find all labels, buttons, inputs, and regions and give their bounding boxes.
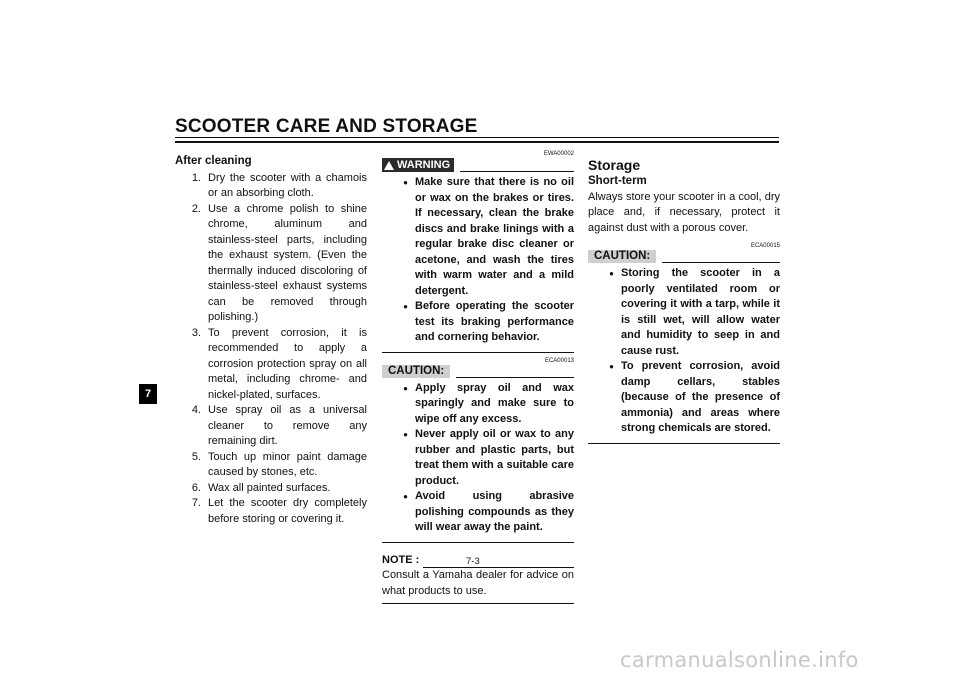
step-item xyxy=(175,450,367,481)
caution-bullets xyxy=(382,381,574,536)
step-text: Let the scooter dry completely before storing or covering it. xyxy=(208,497,367,525)
storage-caution-bullets xyxy=(588,266,780,437)
header-rule xyxy=(456,376,574,378)
caution-header xyxy=(588,250,780,263)
note-text: Consult a Yamaha dealer for advice on what products to use. xyxy=(382,569,574,597)
bullet-text: Never apply oil or wax to any rubber and plastic parts, but treat them with a suitable care product. xyxy=(415,428,574,487)
warning-badge xyxy=(382,158,454,172)
step-number: 3. xyxy=(191,326,201,339)
step-item xyxy=(175,496,367,527)
storage-heading: Storage xyxy=(588,157,641,173)
bullet-text: Avoid using abrasive polishing compounds as they will wear away the paint. xyxy=(415,490,574,533)
storage-text: Always store your scooter in a cool, dry place and, if necessary, protect it against dust with a porous cover. xyxy=(588,190,780,234)
warning-label: WARNING xyxy=(397,159,451,171)
caution-bullet xyxy=(588,266,780,359)
warning-header xyxy=(382,158,574,172)
warning-end-rule xyxy=(382,352,574,353)
short-term-heading: Short-term xyxy=(588,175,647,187)
bullet-text: Make sure that there is no oil or wax on the brakes or tires. If necessary, clean the brake discs and brake linings with a regular brake disc cleaner or acetone, and wash the tires with warm water and a mild detergent. xyxy=(415,176,574,297)
step-text: Wax all painted surfaces. xyxy=(208,481,331,494)
bullet-text: To prevent corrosion, avoid damp cellars, stables (because of the presence of ammonia) and areas where strong chemicals are stored. xyxy=(621,360,780,434)
note-end-rule xyxy=(382,603,574,604)
caution-code: ECA00015 xyxy=(750,243,780,249)
warning-bullet xyxy=(382,299,574,346)
step-number: 1. xyxy=(191,171,201,184)
step-item xyxy=(175,403,367,450)
bullet-icon: ● xyxy=(609,362,614,371)
bullet-icon: ● xyxy=(403,492,408,501)
caution-bullet xyxy=(588,359,780,437)
chapter-tab: 7 xyxy=(139,384,157,404)
storage-caution-end-rule xyxy=(588,443,780,444)
warning-bullets xyxy=(382,175,574,346)
step-item xyxy=(175,171,367,202)
header-rule xyxy=(460,170,574,172)
bullet-text: Apply spray oil and wax sparingly and make sure to wipe off any excess. xyxy=(415,381,574,425)
step-item xyxy=(175,481,367,497)
step-number: 4. xyxy=(191,404,201,416)
step-number: 5. xyxy=(191,450,201,463)
caution-header xyxy=(382,365,574,378)
after-cleaning-heading: After cleaning xyxy=(175,155,252,167)
bullet-icon: ● xyxy=(403,302,408,311)
page-title: SCOOTER CARE AND STORAGE xyxy=(175,116,478,137)
caution-code: ECA00013 xyxy=(544,357,574,364)
note-label: NOTE : xyxy=(382,553,420,566)
caution-bullet xyxy=(382,427,574,489)
step-text: Dry the scooter with a chamois or an absorbing cloth. xyxy=(208,171,367,199)
caution-bullet xyxy=(382,381,574,428)
step-number: 6. xyxy=(191,481,201,494)
page-number: 7-3 xyxy=(466,556,480,567)
after-cleaning-section xyxy=(175,154,367,527)
caution-badge: CAUTION: xyxy=(588,250,656,263)
warning-code: EWA00002 xyxy=(543,151,574,157)
bullet-icon: ● xyxy=(609,269,614,278)
storage-section xyxy=(588,156,780,444)
bullet-icon: ● xyxy=(403,383,408,393)
title-rule-thick xyxy=(175,141,779,143)
bullet-icon: ● xyxy=(403,430,408,439)
step-text: Touch up minor paint damage caused by stones, etc. xyxy=(208,450,367,478)
title-rule xyxy=(175,137,779,138)
bullet-icon: ● xyxy=(403,178,408,187)
step-text: Use a chrome polish to shine chrome, aluminum and stainless-steel parts, including the exhaust system. (Even the thermally induced discoloring of stainless-steel exhaust systems can be removed through polishing.) xyxy=(208,202,367,323)
warning-bullet xyxy=(382,175,574,299)
step-item xyxy=(175,202,367,326)
watermark: carmanualsonline.info xyxy=(620,648,859,672)
step-text: To prevent corrosion, it is recommended to apply a corrosion protection spray on all metal, including chrome- and nickel-plated, surfaces. xyxy=(208,326,367,401)
after-cleaning-steps xyxy=(175,171,367,528)
warning-triangle-icon xyxy=(384,161,394,170)
caution-end-rule xyxy=(382,542,574,543)
caution-bullet xyxy=(382,489,574,536)
step-item xyxy=(175,326,367,404)
step-number: 2. xyxy=(191,202,201,215)
step-number: 7. xyxy=(191,497,201,509)
bullet-text: Before operating the scooter test its braking performance and cornering behavior. xyxy=(415,300,574,343)
caution-badge: CAUTION: xyxy=(382,365,450,378)
bullet-text: Storing the scooter in a poorly ventilated room or covering it with a tarp, while it is still wet, will allow water and humidity to seep in and cause rust. xyxy=(621,267,780,357)
step-text: Use spray oil as a universal cleaner to remove any remaining dirt. xyxy=(208,404,367,447)
header-rule xyxy=(662,261,780,263)
warnings-column xyxy=(382,150,574,604)
